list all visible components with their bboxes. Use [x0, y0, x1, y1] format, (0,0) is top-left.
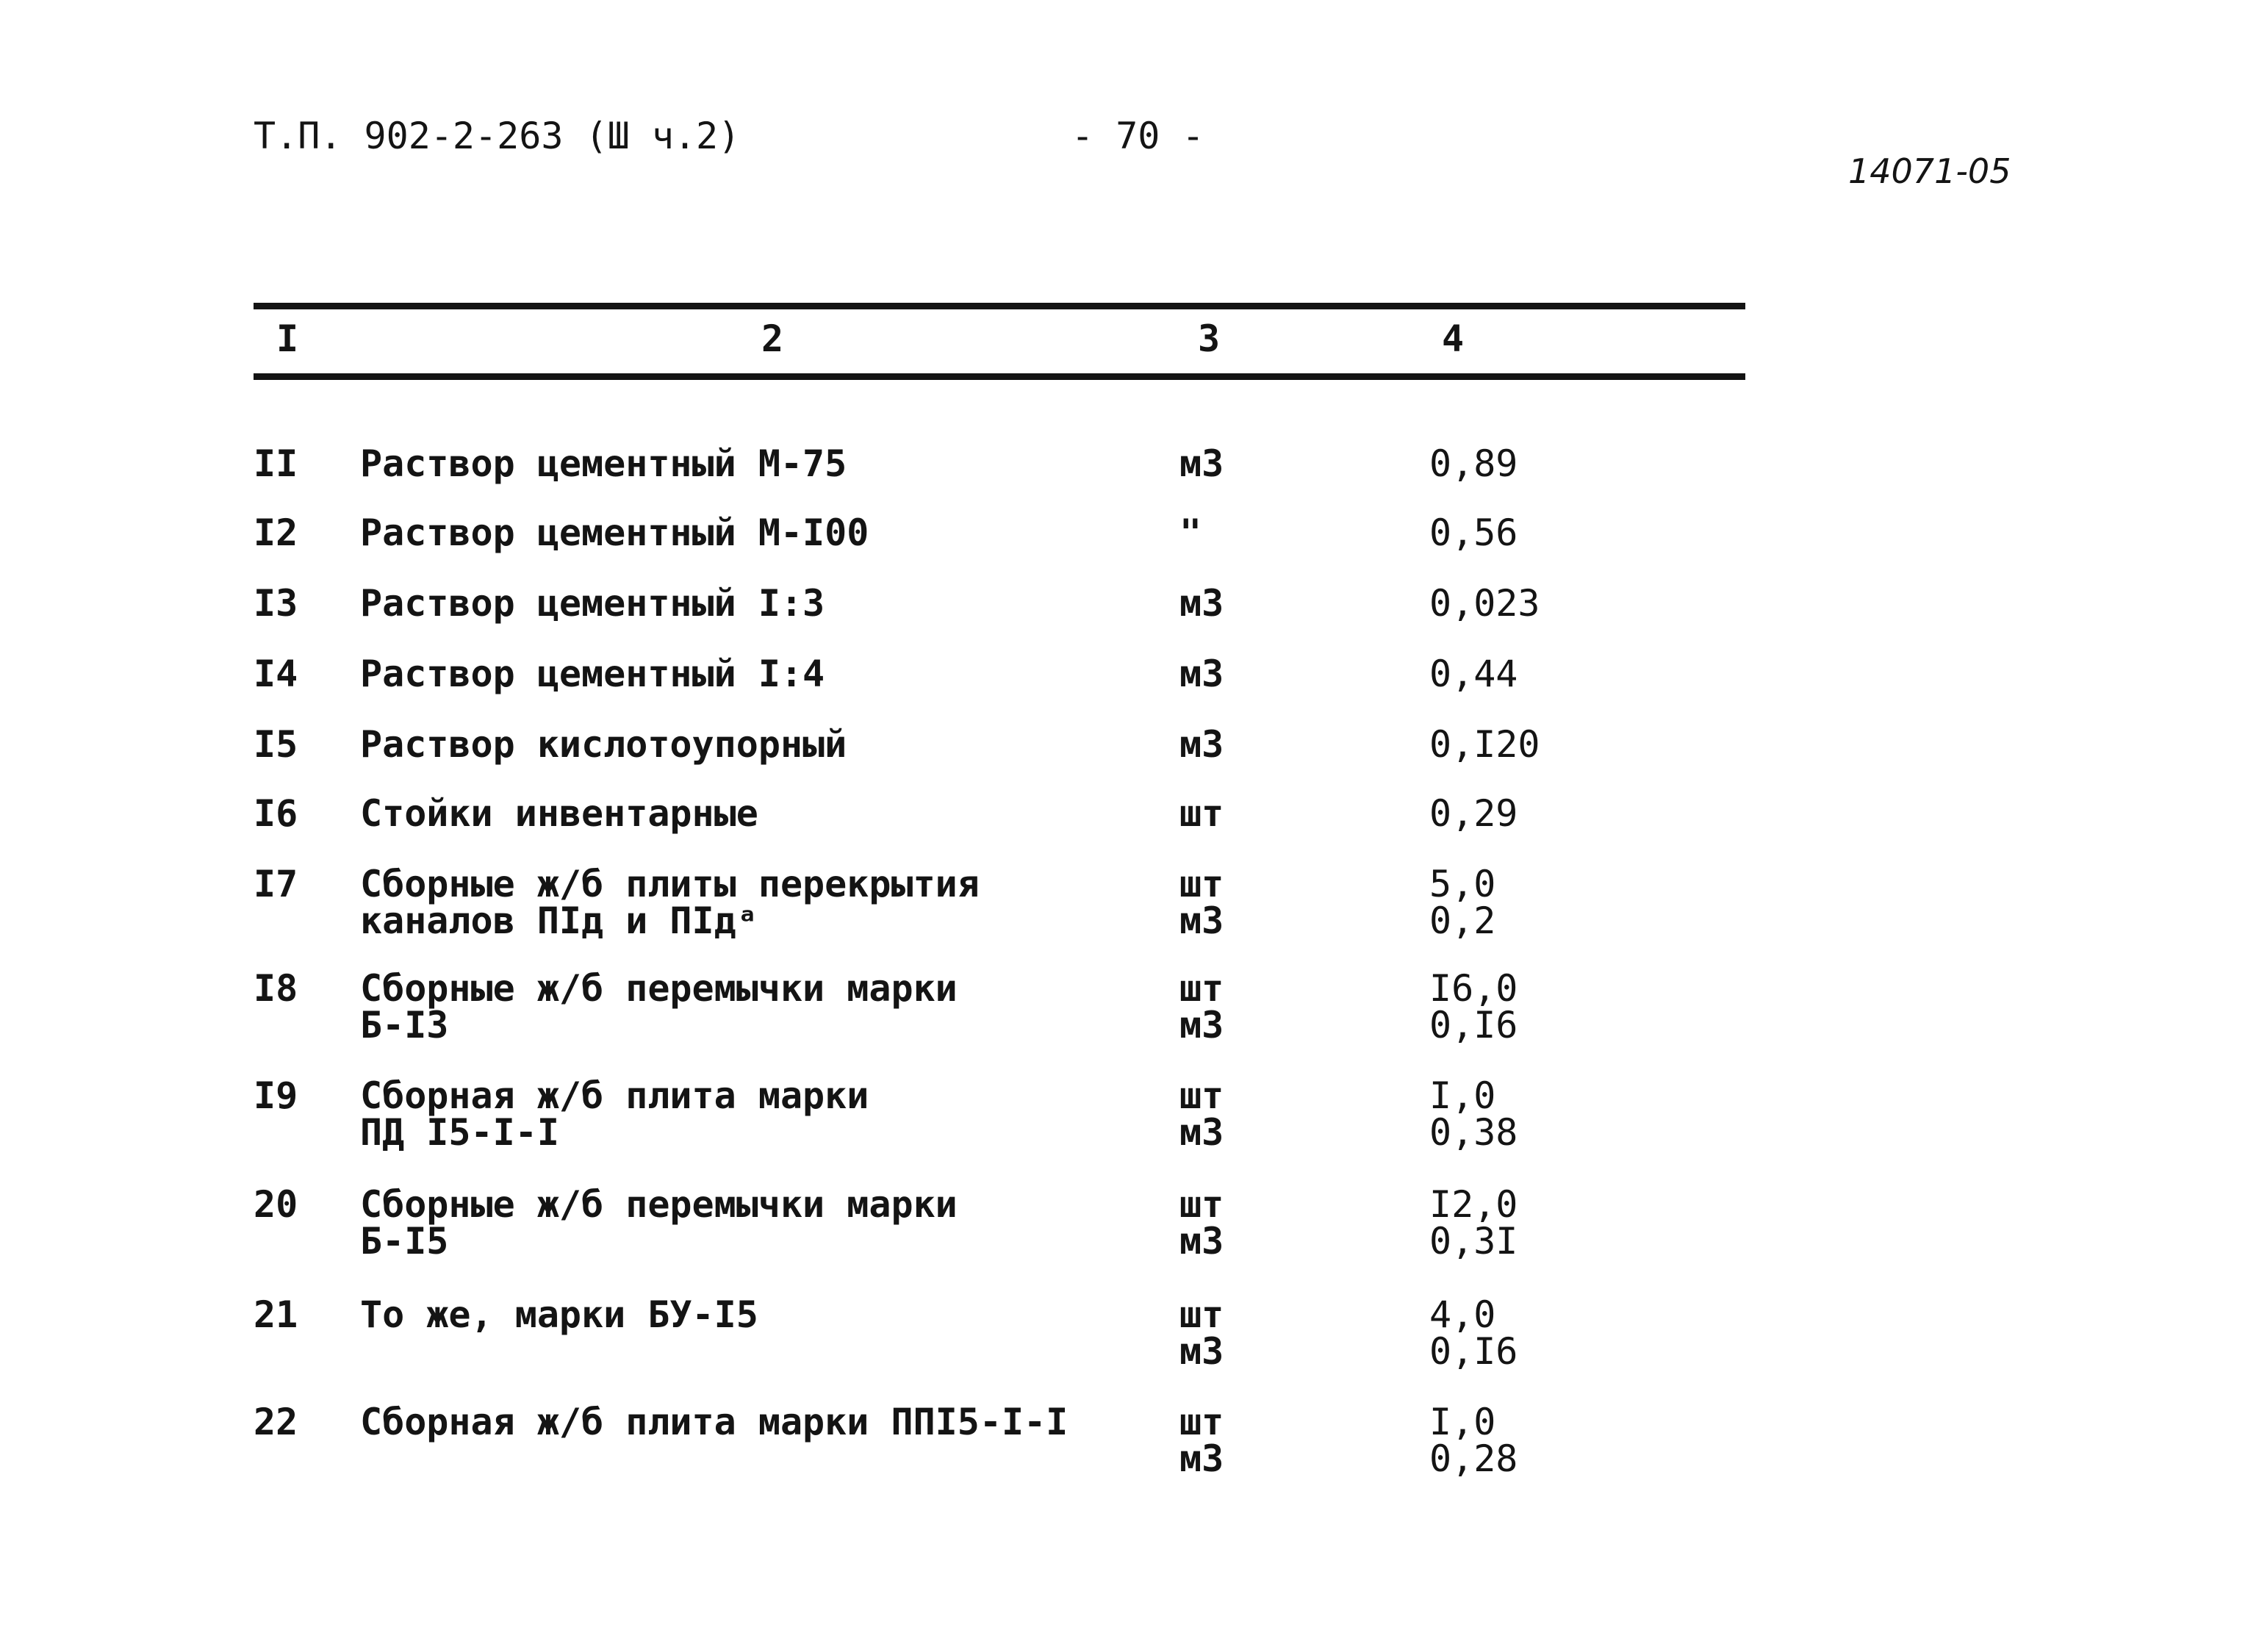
item-quantity: 4,0 0,I6: [1429, 1293, 1518, 1373]
item-unit: шт м3: [1179, 1183, 1224, 1263]
item-quantity: 0,89: [1429, 442, 1518, 485]
item-quantity: I6,0 0,I6: [1429, 967, 1518, 1046]
item-quantity: I,0 0,38: [1429, 1074, 1518, 1154]
item-unit: м3: [1179, 442, 1224, 485]
column-header-3: 3: [1198, 317, 1221, 360]
row-number: 20: [254, 1183, 298, 1226]
item-quantity: 0,I20: [1429, 723, 1540, 766]
item-name: Сборные ж/б перемычки марки Б-I3: [360, 967, 958, 1046]
row-number: I4: [254, 653, 298, 695]
item-name: Раствор цементный I:4: [360, 653, 825, 695]
item-name: Сборная ж/б плита марки ППI5-I-I: [360, 1401, 1069, 1443]
item-quantity: 0,023: [1429, 582, 1540, 625]
item-name: Стойки инвентарные: [360, 792, 758, 835]
item-name: Раствор цементный М-75: [360, 442, 847, 485]
item-unit: м3: [1179, 723, 1224, 766]
column-header-1: I: [276, 317, 299, 360]
column-header-2: 2: [761, 317, 784, 360]
document-reference: Т.П. 902-2-263 (Ш ч.2): [254, 115, 741, 157]
archive-number: 14071-05: [1848, 151, 2011, 191]
item-name: Раствор кислотоупорный: [360, 723, 847, 766]
row-number: I6: [254, 792, 298, 835]
item-name: Раствор цементный М-I00: [360, 511, 869, 554]
item-unit: м3: [1179, 653, 1224, 695]
item-unit: шт м3: [1179, 1074, 1224, 1154]
item-unit: м3: [1179, 582, 1224, 625]
item-name: Сборные ж/б плиты перекрытия каналов ПIд и ПIдᵃ: [360, 863, 980, 942]
page-number: - 70 -: [1071, 115, 1204, 157]
item-quantity: 0,44: [1429, 653, 1518, 695]
item-name: Сборная ж/б плита марки ПД I5-I-I: [360, 1074, 869, 1154]
item-name: То же, марки БУ-I5: [360, 1293, 758, 1336]
row-number: I9: [254, 1074, 298, 1117]
row-number: 21: [254, 1293, 298, 1336]
item-unit: шт: [1179, 792, 1224, 835]
item-quantity: I2,0 0,3I: [1429, 1183, 1518, 1263]
item-quantity: 0,56: [1429, 511, 1518, 554]
column-header-4: 4: [1442, 317, 1465, 360]
row-number: II: [254, 442, 298, 485]
item-quantity: 0,29: [1429, 792, 1518, 835]
row-number: I3: [254, 582, 298, 625]
table-top-rule: [254, 303, 1745, 309]
item-unit: шт м3: [1179, 1401, 1224, 1480]
row-number: I2: [254, 511, 298, 554]
row-number: 22: [254, 1401, 298, 1443]
item-quantity: I,0 0,28: [1429, 1401, 1518, 1480]
table-header-rule: [254, 373, 1745, 380]
item-name: Раствор цементный I:3: [360, 582, 825, 625]
item-unit: шт м3: [1179, 863, 1224, 942]
row-number: I7: [254, 863, 298, 905]
item-unit: шт м3: [1179, 967, 1224, 1046]
item-unit: ": [1179, 511, 1202, 554]
row-number: I8: [254, 967, 298, 1010]
item-quantity: 5,0 0,2: [1429, 863, 1496, 942]
item-name: Сборные ж/б перемычки марки Б-I5: [360, 1183, 958, 1263]
row-number: I5: [254, 723, 298, 766]
item-unit: шт м3: [1179, 1293, 1224, 1373]
